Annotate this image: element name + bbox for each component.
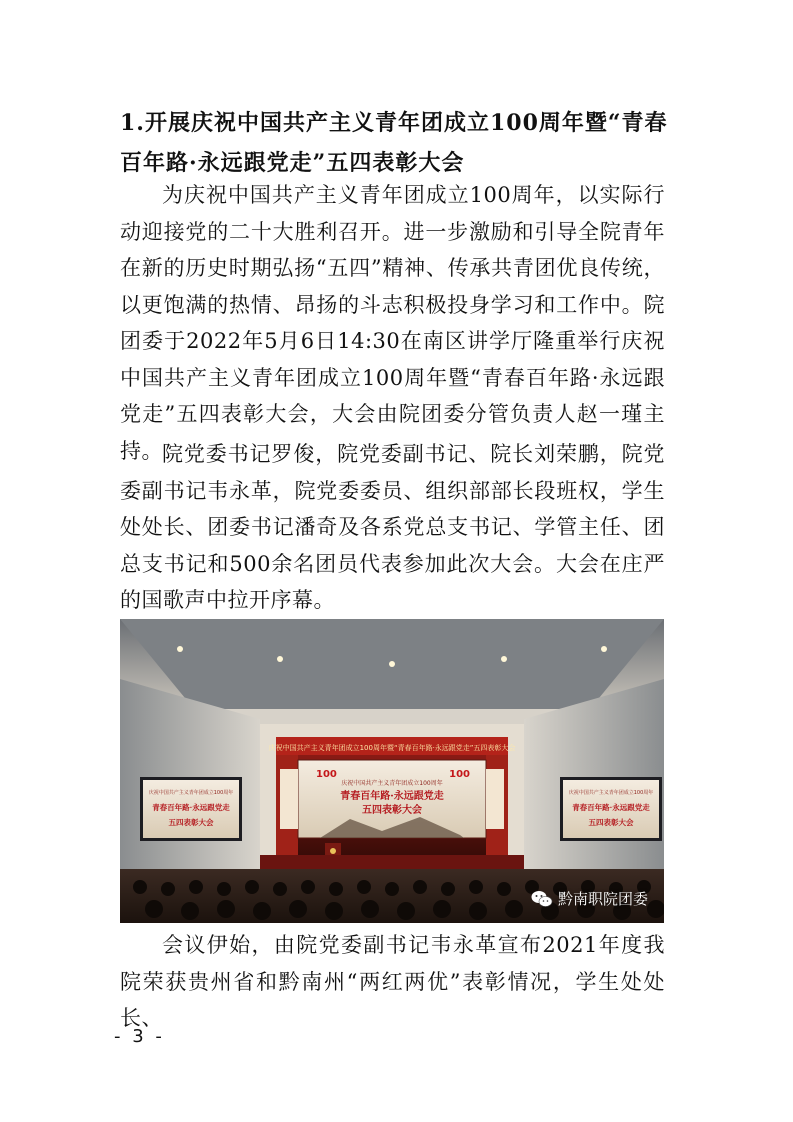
left-screen-line3: 五四表彰大会 xyxy=(168,818,214,827)
right-screen-line3: 五四表彰大会 xyxy=(588,818,634,827)
paragraph-2: 院党委书记罗俊，院党委副书记、院长刘荣鹏，院党委副书记韦永革，院党委委员、组织部部长段班权，学生处处长、团委书记潘奇及各系党总支书记、学管主任、团总支书记和500余名团员代表参加此次大会。大会在庄严的国歌声中拉开序幕。 xyxy=(120,442,665,612)
left-screen-line1: 庆祝中国共产主义青年团成立100周年 xyxy=(148,790,234,796)
wechat-icon xyxy=(531,890,553,908)
watermark-text: 黔南职院团委 xyxy=(557,890,648,908)
left-screen-line2: 青春百年路·永远跟党走 xyxy=(152,803,230,812)
auditorium-image xyxy=(120,619,664,923)
center-screen-line1: 庆祝中国共产主义青年团成立100周年 xyxy=(341,780,443,787)
paragraph-1: 为庆祝中国共产主义青年团成立100周年，以实际行动迎接党的二十大胜利召开。进一步激励和引导全院青年在新的历史时期弘扬“五四”精神、传承共青团优良传统，以更饱满的热情、昂扬的斗志积极投身学习和工作中。院团委于2022年5月6日14:30在南区讲学厅隆重举行庆祝中国共产主义青年团成立100周年暨“青春百年路·永远跟党走”五四表彰大会，大会由院团委分管负责人赵一瑾主持。 xyxy=(120,183,665,463)
center-screen-logo-right: 100 xyxy=(449,769,470,780)
center-screen-line2: 青春百年路·永远跟党走 xyxy=(340,791,444,802)
right-screen-line1: 庆祝中国共产主义青年团成立100周年 xyxy=(568,790,654,796)
center-screen-logo: 100 xyxy=(316,769,337,780)
photo-watermark xyxy=(531,888,648,909)
paragraph-3: 会议伊始，由院党委副书记韦永革宣布2021年度我院荣获贵州省和黔南州“两红两优”表彰情况，学生处处长、 xyxy=(120,933,665,1030)
center-screen-line3: 五四表彰大会 xyxy=(362,805,422,816)
section-heading: 1.开展庆祝中国共产主义青年团成立100周年暨“青春百年路·永远跟党走”五四表彰大会 xyxy=(120,110,668,176)
right-screen-line2: 青春百年路·永远跟党走 xyxy=(572,803,650,812)
meeting-photo xyxy=(120,619,664,923)
page-number: - 3 - xyxy=(114,1026,165,1047)
stage-banner-text: 庆祝中国共产主义青年团成立100周年暨“青春百年路·永远跟党走”五四表彰大会 xyxy=(268,744,516,752)
